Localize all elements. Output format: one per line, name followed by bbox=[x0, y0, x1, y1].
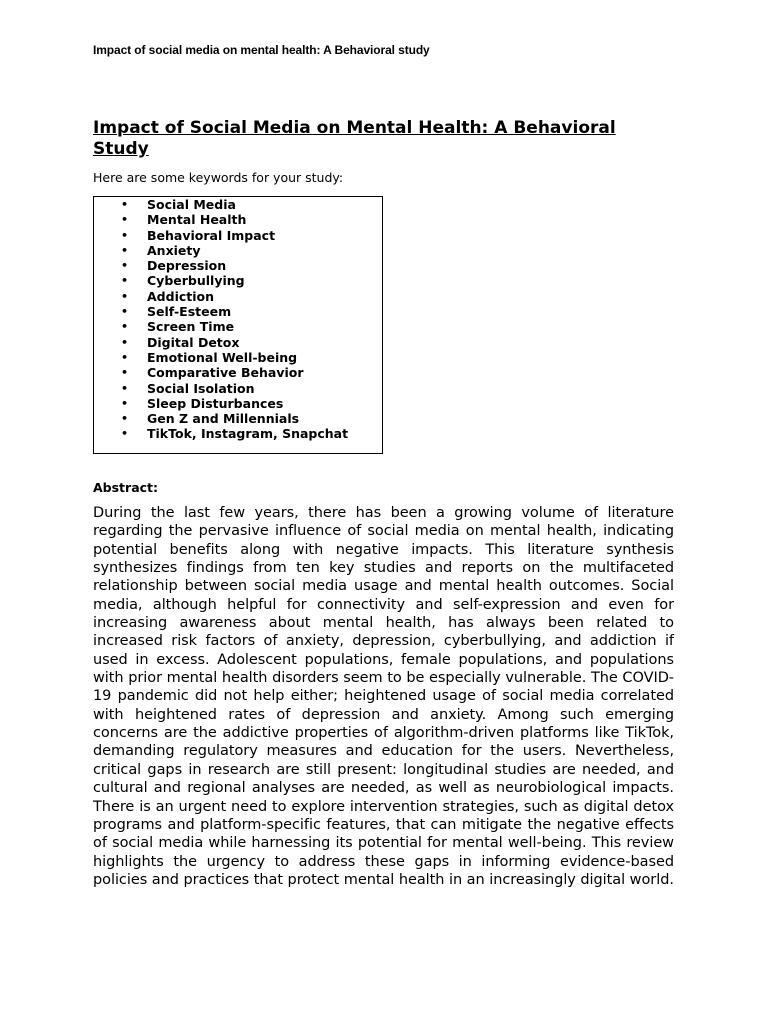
bullet-icon: • bbox=[121, 228, 129, 242]
keyword-item bbox=[94, 396, 382, 411]
bullet-icon: • bbox=[121, 213, 129, 227]
keyword-item bbox=[94, 365, 382, 380]
bullet-icon: • bbox=[121, 396, 129, 410]
bullet-icon: • bbox=[121, 335, 129, 349]
keyword-item bbox=[94, 411, 382, 426]
keyword-label: Cyberbullying bbox=[147, 273, 245, 289]
keywords-intro: Here are some keywords for your study: bbox=[93, 170, 344, 185]
keywords-box bbox=[93, 196, 383, 454]
keyword-label: Digital Detox bbox=[147, 334, 240, 350]
keyword-item bbox=[94, 243, 382, 258]
keyword-label: Anxiety bbox=[147, 242, 201, 258]
bullet-icon: • bbox=[121, 320, 129, 334]
keyword-label: Behavioral Impact bbox=[147, 227, 276, 243]
keyword-label: Emotional Well-being bbox=[147, 349, 298, 365]
bullet-icon: • bbox=[121, 427, 129, 441]
keyword-label: Comparative Behavior bbox=[147, 365, 304, 381]
keywords-list bbox=[94, 197, 382, 442]
keyword-label: Gen Z and Millennials bbox=[147, 411, 300, 427]
running-header: Impact of social media on mental health: A Behavioral study bbox=[93, 43, 430, 57]
keyword-item bbox=[94, 381, 382, 396]
document-title: Impact of Social Media on Mental Health: A Behavioral Study bbox=[93, 118, 616, 159]
keyword-label: Self-Esteem bbox=[147, 304, 232, 320]
bullet-icon: • bbox=[121, 412, 129, 426]
bullet-icon: • bbox=[121, 381, 129, 395]
keyword-item bbox=[94, 212, 382, 227]
keyword-item bbox=[94, 228, 382, 243]
bullet-icon: • bbox=[121, 274, 129, 288]
bullet-icon: • bbox=[121, 198, 129, 211]
keyword-item bbox=[94, 197, 382, 212]
keyword-item bbox=[94, 273, 382, 288]
keyword-label: Screen Time bbox=[147, 319, 235, 335]
keyword-item bbox=[94, 304, 382, 319]
bullet-icon: • bbox=[121, 366, 129, 380]
keyword-item bbox=[94, 319, 382, 334]
keyword-label: Addiction bbox=[147, 288, 215, 304]
keyword-item bbox=[94, 258, 382, 273]
bullet-icon: • bbox=[121, 259, 129, 273]
bullet-icon: • bbox=[121, 289, 129, 303]
keyword-label: Social Media bbox=[147, 197, 236, 212]
abstract-paragraph: During the last few years, there has been a growing volume of literature regarding the pervasive influence of social media on mental health, indicating potential benefits along with negative impacts. This literature synthesis synthesizes findings from ten key studies and reports on the multifaceted relationship between social media usage and mental health outcomes. Social media, although helpful for connectivity and self-expression and even for increasing awareness about mental health, has always been related to increased risk factors of anxiety, depression, cyberbullying, and addiction if used in excess. Adolescent populations, female populations, and populations with prior mental health disorders seem to be especially vulnerable. The COVID-19 pandemic did not help either; heightened usage of social media correlated with heightened rates of depression and anxiety. Among such emerging concerns are the addictive properties of algorithm-driven platforms like TikTok, demanding regulatory measures and education for the users. Nevertheless, critical gaps in research are still present: longitudinal studies are needed, and cultural and regional analyses are needed, as well as neurobiological impacts. There is an urgent need to explore intervention strategies, such as digital detox programs and platform-specific features, that can mitigate the negative effects of social media while harnessing its potential for mental well-being. This review highlights the urgency to address these gaps in informing evidence-based policies and practices that protect mental health in an increasingly digital world. bbox=[93, 505, 674, 888]
abstract-heading: Abstract: bbox=[93, 480, 159, 495]
keyword-label: Mental Health bbox=[147, 212, 247, 228]
keyword-label: TikTok, Instagram, Snapchat bbox=[147, 426, 349, 442]
keyword-label: Social Isolation bbox=[147, 380, 255, 396]
bullet-icon: • bbox=[121, 305, 129, 319]
keyword-label: Sleep Disturbances bbox=[147, 395, 284, 411]
keyword-item bbox=[94, 350, 382, 365]
keyword-label: Depression bbox=[147, 258, 227, 274]
bullet-icon: • bbox=[121, 243, 129, 257]
bullet-icon: • bbox=[121, 350, 129, 364]
keyword-item bbox=[94, 335, 382, 350]
keyword-item bbox=[94, 426, 382, 441]
keyword-item bbox=[94, 289, 382, 304]
